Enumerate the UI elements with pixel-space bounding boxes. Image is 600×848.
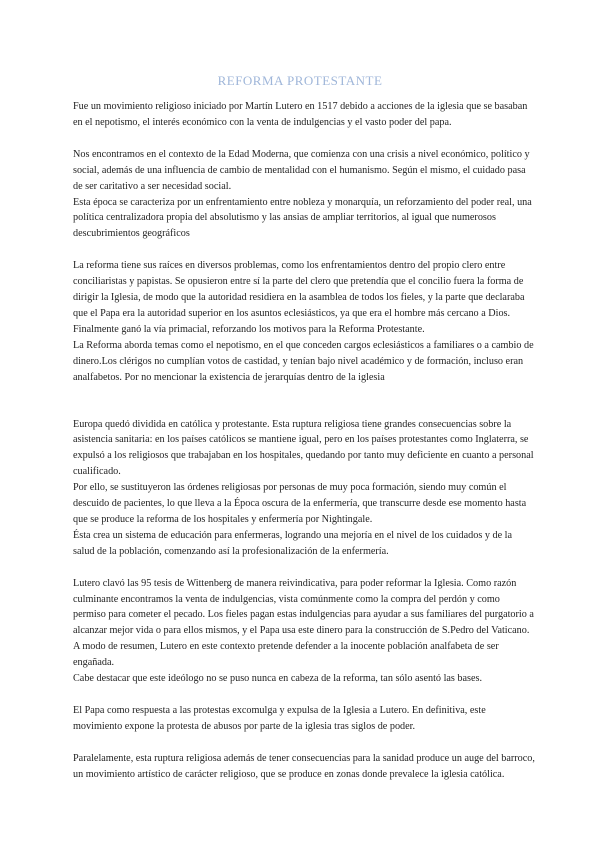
paragraph-nursing-education: Ésta crea un sistema de educación para enfermeras, logrando una mejoría en el nivel de los cuidados y de la salud de la población, comenzando así la profesionalización de la enfermería. bbox=[73, 529, 513, 557]
paragraph-roots: La reforma tiene sus raíces en diversos problemas, como los enfrentamientos dentro del propio clero entre conciliaristas y papistas. Se opusieron entre sí la parte del clero que pretendía que el concilio fuera la forma de dirigir la Iglesia, de modo que la autoridad residiera en la asamblea de todos los fieles, y la parte que declaraba que el Papa era la autoridad superior en los asuntos eclesiásticos, ya que era el hombre más cercano a Dios. Finalmente ganó la vía primacial, reforzando los motivos para la Reforma Protestante. bbox=[73, 260, 525, 335]
paragraph-baroque: Paralelamente, esta ruptura religiosa además de tener consecuencias para la sanidad produce un auge del barroco, un movimiento artístico de carácter religioso, que se produce en zonas donde prevalece la iglesia católica. bbox=[73, 752, 535, 780]
paragraph-epoch: Esta época se caracteriza por un enfrentamiento entre nobleza y monarquía, un reforzamiento del poder real, una política centralizadora propia del absolutismo y las ansias de ampliar territorios, al igual que numerosos descubrimientos geográficos bbox=[73, 196, 532, 240]
paragraph-themes: La Reforma aborda temas como el nepotismo, en el que conceden cargos eclesiásticos a familiares o a cambio de dinero.Los clérigos no cumplían votos de castidad, y tenían bajo nivel académico y de formación, incluso eran analfabetos. Por no mencionar la existencia de jerarquías dentro de la iglesia bbox=[73, 339, 534, 383]
paragraph-europe-divided: Europa quedó dividida en católica y protestante. Esta ruptura religiosa tiene grandes consecuencias sobre la asistencia sanitaria: en los países católicos se mantiene igual, pero en los países protestantes como Inglaterra, se expulsó a los religiosos que trabajaban en los hospitales, quedando por tanto muy deficiente en cuanto a personal cualificado. bbox=[73, 418, 534, 478]
paragraph-ideologist: Cabe destacar que este ideólogo no se puso nunca en cabeza de la reforma, tan sólo asentó las bases. bbox=[73, 673, 483, 685]
paragraph-context: Nos encontramos en el contexto de la Edad Moderna, que comienza con una crisis a nivel económico, político y social, además de una influencia de cambio de mentalidad con el humanismo. Según el mismo, el cuidado pasa de ser caritativo a ser necesidad social. bbox=[73, 148, 530, 192]
document-title: REFORMA PROTESTANTE bbox=[217, 73, 383, 88]
paragraph-excommunication: El Papa como respuesta a las protestas excomulga y expulsa de la Iglesia a Lutero. En definitiva, este movimiento expone la protesta de abusos por parte de la iglesia tras siglos de poder. bbox=[73, 705, 486, 732]
paragraph-95-theses: Lutero clavó las 95 tesis de Wittenberg de manera reivindicativa, para poder reformar la Iglesia. Como razón culminante encontramos la venta de indulgencias, vista comúnmente como la compra del perdón y como permiso para cometer el pecado. Los fieles pagan estas indulgencias para ayudar a sus familiares del purgatorio a alcanzar mejor vida o para ellos mismos, y el Papa usa este dinero para la construcción de S.Pedro del Vaticano. A modo de resumen, Lutero en este contexto pretende defender a la inocente población analfabeta de ser engañada. bbox=[73, 577, 534, 669]
paragraph-intro: Fue un movimiento religioso iniciado por Martín Lutero en 1517 debido a acciones de la iglesia que se basaban en el nepotismo, el interés económico con la venta de indulgencias y el vasto poder del papa. bbox=[73, 101, 528, 128]
document-body bbox=[73, 99, 535, 783]
paragraph-religious-orders: Por ello, se sustituyeron las órdenes religiosas por personas de muy poca formación, siendo muy común el descuido de pacientes, lo que lleva a la Época oscura de la enfermería, que transcurre desde ese momento hasta que se produce la reforma de los hospitales y enfermería por Nightingale. bbox=[73, 482, 527, 525]
